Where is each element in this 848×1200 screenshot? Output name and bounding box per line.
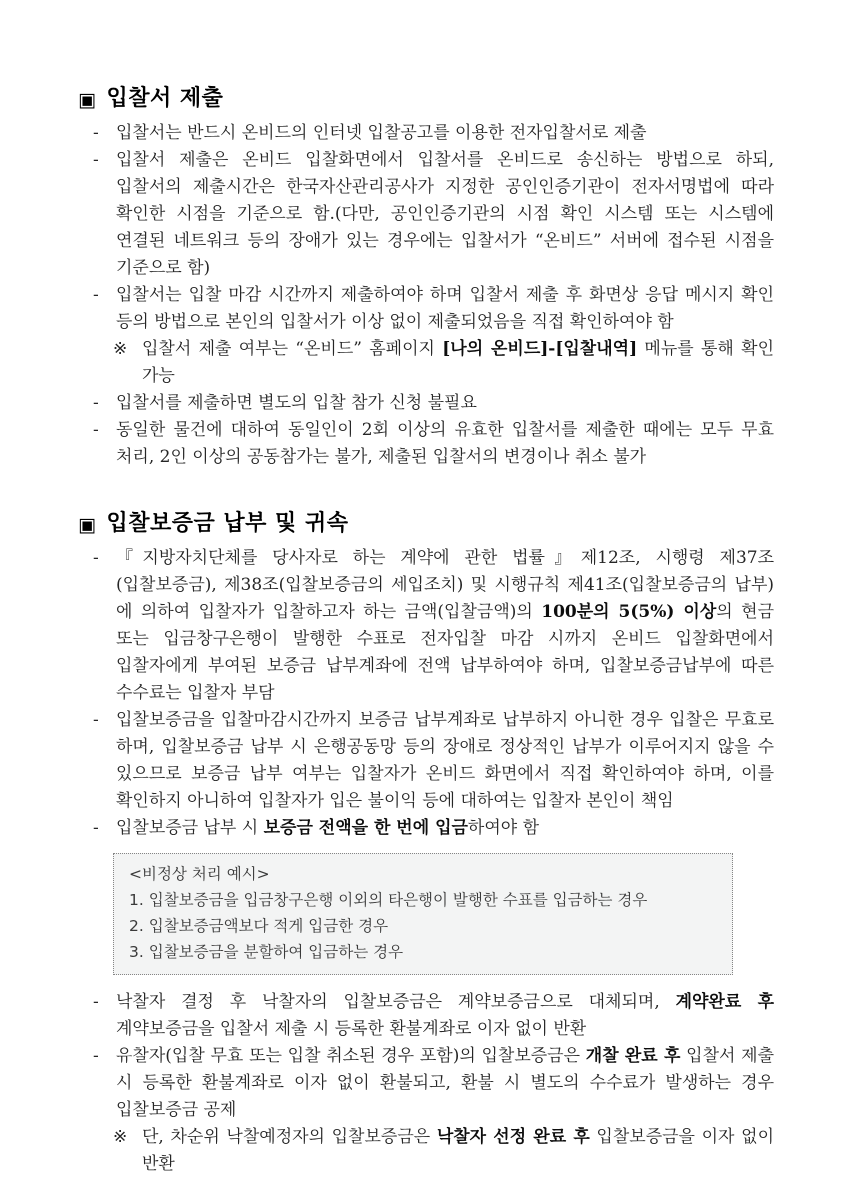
bullet-marker: - — [93, 710, 99, 730]
item-text — [116, 1043, 774, 1124]
item-text — [116, 815, 774, 842]
text-run: 입찰보증금 납부 시 — [116, 818, 264, 838]
text-run: 동일한 물건에 대하여 동일인이 2회 이상의 유효한 입찰서를 제출한 때에는 모두 무효 처리, 2인 이상의 공동참가는 불가, 제출된 입찰서의 변경이나 취소 불가 — [116, 420, 774, 467]
reference-marker: ※ — [113, 1127, 128, 1147]
bullet-marker: - — [93, 150, 99, 170]
bullet-item — [93, 707, 774, 815]
bullet-marker: - — [93, 393, 99, 413]
bullet-item — [93, 390, 774, 417]
item-text — [116, 390, 774, 417]
item-text — [116, 417, 774, 471]
text-run: 입찰보증금을 입찰마감시간까지 보증금 납부계좌로 납부하지 아니한 경우 입찰은 무효로 하며, 입찰보증금 납부 시 은행공동망 등의 장애로 정상적인 납부가 이루어지지 않을 수 있으므로 보증금 납부 여부는 입찰자가 온비드 화면에서 직접 확인하여야 하며, 이를 확인하지 아니하여 입찰자가 입은 불이익 등에 대하여는 입찰자 본인이 책임 — [116, 710, 774, 811]
example-box-line: 3. 입찰보증금을 분할하여 입금하는 경우 — [129, 943, 404, 961]
text-run: 낙찰자 결정 후 낙찰자의 입찰보증금은 계약보증금으로 대체되며, — [116, 992, 676, 1012]
text-run: 입찰서는 입찰 마감 시간까지 제출하여야 하며 입찰서 제출 후 화면상 응답 메시지 확인 등의 방법으로 본인의 입찰서가 이상 없이 제출되었음을 직접 확인하여야 함 — [116, 285, 774, 332]
bullet-marker: - — [93, 420, 99, 440]
item-text — [116, 282, 774, 336]
item-text — [116, 989, 774, 1043]
text-run: 『지방자치단체를 당사자로 하는 계약에 관한 법률』제12조, 시행령 제37조 (입찰보증금), 제38조(입찰보증금의 세입조치) 및 시행규칙 제41조(입찰보증금의 납부)에 의하여 입찰자가 입찰하고자 하는 금액(입찰금액)의 — [116, 548, 774, 622]
section-square-icon: ▣ — [78, 513, 97, 536]
item-text — [116, 147, 774, 282]
bullet-marker: - — [93, 992, 99, 1012]
text-run: 하여야 함 — [467, 818, 540, 838]
text-run: 메뉴를 통해 확인 가능 — [142, 339, 775, 386]
example-box-line: 2. 입찰보증금액보다 적게 입금한 경우 — [129, 917, 389, 935]
reference-marker: ※ — [113, 339, 128, 359]
text-run: 입찰보증금을 이자 없이 반환 — [142, 1127, 774, 1174]
note-item — [93, 1124, 774, 1178]
bold-text-run: 개찰 완료 후 — [585, 1046, 681, 1066]
bullet-item — [93, 282, 774, 336]
item-text — [116, 545, 774, 707]
bold-text-run: 계약완료 후 — [675, 992, 775, 1012]
text-run: 입찰서 제출 여부는 “온비드” 홈페이지 — [142, 339, 443, 359]
text-run: 유찰자(입찰 무효 또는 입찰 취소된 경우 포함)의 입찰보증금은 — [116, 1046, 586, 1066]
text-run: 계약보증금을 입찰서 제출 시 등록한 환불계좌로 이자 없이 반환 — [116, 1019, 587, 1039]
item-text — [116, 707, 774, 815]
text-run: 입찰서 제출은 온비드 입찰화면에서 입찰서를 온비드로 송신하는 방법으로 하되, 입찰서의 제출시간은 한국자산관리공사가 지정한 공인인증기관이 전자서명법에 따라 확인한 시점을 기준으로 함.(다만, 공인인증기관의 시점 확인 시스템 또는 시스템에 연결된 네트워크 등의 장애가 있는 경우에는 입찰서가 “온비드” 서버에 접수된 시점을 기준으로 함) — [116, 150, 774, 278]
bullet-item — [93, 417, 774, 471]
bullet-marker: - — [93, 285, 99, 305]
bullet-marker: - — [93, 818, 99, 838]
section-bid-submission — [78, 86, 774, 471]
section-square-icon: ▣ — [78, 88, 97, 111]
text-run: 의 현금 또는 입금창구은행이 발행한 수표로 전자입찰 마감 시까지 온비드 입찰화면에서 입찰자에게 부여된 보증금 납부계좌에 전액 납부하여야 하며, 입찰보증금납부에 따른 수수료는 입찰자 부담 — [116, 602, 774, 703]
item-text — [142, 1124, 774, 1178]
abnormal-example-box — [113, 853, 733, 975]
section-deposit-payment — [78, 511, 774, 1178]
text-run: 단, 차순위 낙찰예정자의 입찰보증금은 — [142, 1127, 437, 1147]
example-box-title: <비정상 처리 예시> — [129, 865, 270, 883]
bullet-marker: - — [93, 548, 99, 568]
text-run: 입찰서 제출 시 등록한 환불계좌로 이자 없이 환불되고, 환불 시 별도의 수수료가 발생하는 경우 입찰보증금 공제 — [116, 1046, 775, 1120]
text-run: 입찰서를 제출하면 별도의 입찰 참가 신청 불필요 — [116, 393, 477, 413]
bullet-item — [93, 545, 774, 707]
section-title — [78, 86, 774, 112]
text-run: 입찰서는 반드시 온비드의 인터넷 입찰공고를 이용한 전자입찰서로 제출 — [116, 123, 647, 143]
example-box-line: 1. 입찰보증금을 입금창구은행 이외의 타은행이 발행한 수표를 입금하는 경우 — [129, 891, 648, 909]
bold-text-run: 100분의 5(5%) 이상 — [541, 602, 717, 622]
bullet-marker: - — [93, 1046, 99, 1066]
section-items — [93, 120, 774, 471]
section-title — [78, 511, 774, 537]
bullet-item — [93, 1043, 774, 1124]
bold-text-run: [나의 온비드]-[입찰내역] — [442, 339, 638, 359]
note-item — [93, 336, 774, 390]
bold-text-run: 보증금 전액을 한 번에 입금 — [263, 818, 468, 838]
item-text — [116, 120, 774, 147]
bullet-item — [93, 989, 774, 1043]
section-items — [93, 545, 774, 1178]
bullet-item — [93, 147, 774, 282]
bold-text-run: 낙찰자 선정 완료 후 — [436, 1127, 590, 1147]
bullet-item — [93, 815, 774, 842]
section-title-text: 입찰보증금 납부 및 귀속 — [106, 511, 349, 536]
item-text — [142, 336, 774, 390]
section-title-text: 입찰서 제출 — [106, 86, 224, 111]
bullet-item — [93, 120, 774, 147]
bullet-marker: - — [93, 123, 99, 143]
